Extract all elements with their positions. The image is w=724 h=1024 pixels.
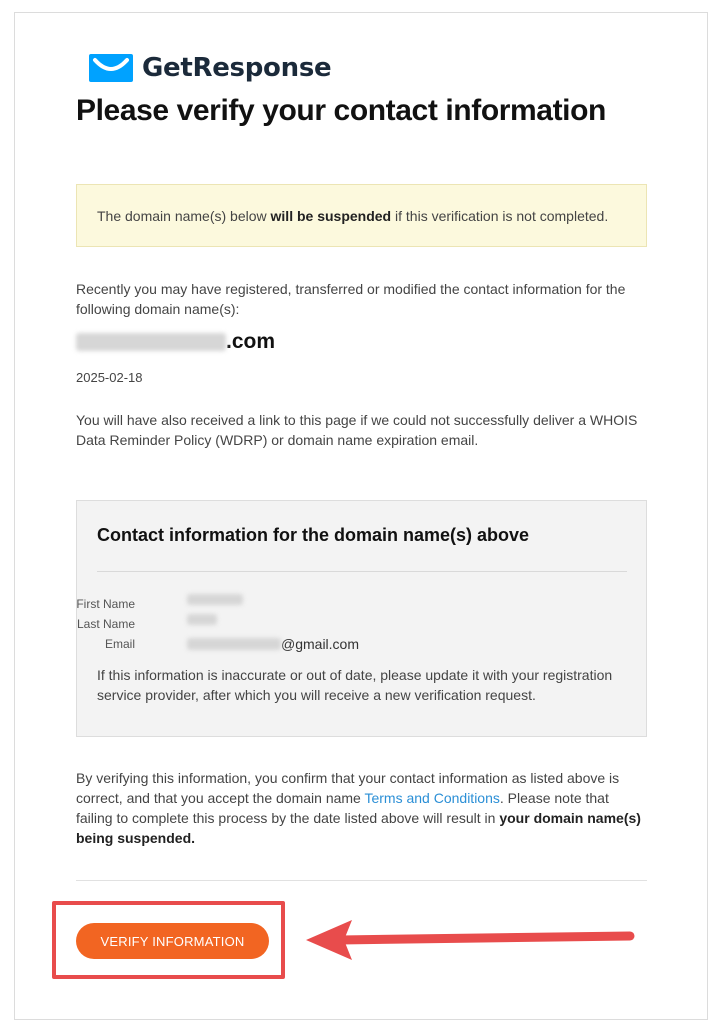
divider [97,571,627,572]
email-suffix: @gmail.com [281,636,360,652]
last-name-row [77,614,617,634]
confirm-part2: . Please note that failing to complete this process by the date listed above will result in [76,790,609,826]
redacted-email-user [187,638,281,650]
domain-name [76,330,275,354]
separator [76,880,647,881]
verify-information-button[interactable]: VERIFY INFORMATION [76,923,269,959]
last-name-label: Last Name [76,617,135,631]
email-label: Email [104,637,135,651]
redacted-domain [76,333,226,351]
page-title: Please verify your contact information [76,94,606,127]
email-value [187,634,359,654]
whois-note: You will have also received a link to this page if we could not successfully deliver a WHOIS Data Reminder Policy (WDRP) or domain name expiration email. [76,412,638,448]
notice-text-after: if this verification is not completed. [391,208,609,224]
confirmation-text [76,768,646,848]
notice-text-bold: will be suspended [270,208,392,224]
contact-update-note: If this information is inaccurate or out of date, please update it with your registration service provider, after which you will receive a new verification request. [97,667,613,703]
first-name-value [187,594,243,605]
first-name-label: First Name [76,597,135,611]
date-text: 2025-02-18 [76,370,143,385]
email-row [77,634,617,654]
redacted-last-name [187,614,217,625]
redacted-first-name [187,594,243,605]
annotation-arrow-icon [300,918,635,966]
confirm-part1: By verifying this information, you confirm that your contact information as listed above is correct, and that you accept the domain name [76,770,620,806]
envelope-icon [89,54,133,82]
domain-suffix: .com [226,330,276,353]
getresponse-logo [89,53,331,83]
contact-info-panel [76,500,647,737]
intro-text: Recently you may have registered, transferred or modified the contact information for the following domain name(s): [76,281,626,317]
contact-title: Contact information for the domain name(s) above [97,525,530,545]
last-name-value [187,614,217,625]
first-name-row [77,594,617,614]
notice-text-before: The domain name(s) below [97,208,271,224]
brand-name: GetResponse [142,53,332,83]
terms-link[interactable]: Terms and Conditions [364,790,500,806]
confirm-bold: your domain name(s) being suspended. [76,810,641,846]
suspension-notice [76,184,647,247]
